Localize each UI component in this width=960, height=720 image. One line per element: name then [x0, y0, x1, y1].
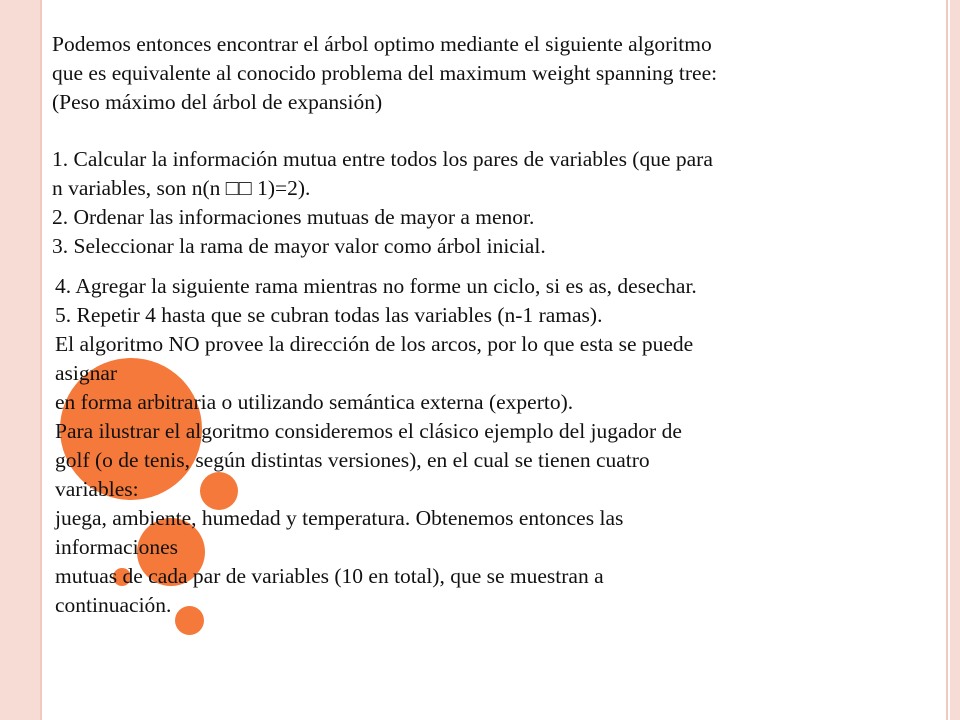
text-line: asignar	[55, 361, 118, 385]
text-line: mutuas de cada par de variables (10 en total), que se muestran a	[55, 564, 604, 588]
text-line: Podemos entonces encontrar el árbol optimo mediante el siguiente algoritmo	[52, 32, 712, 56]
right-border-line	[946, 0, 948, 720]
text-line: informaciones	[55, 535, 178, 559]
text-line: 5. Repetir 4 hasta que se cubran todas las variables (n-1 ramas).	[55, 303, 603, 327]
text-line: 4. Agregar la siguiente rama mientras no forme un ciclo, si es as, desechar.	[55, 274, 697, 298]
left-border-line	[40, 0, 42, 720]
steps-list-first	[52, 145, 713, 261]
steps-list-second	[55, 272, 697, 620]
text-line: 3. Seleccionar la rama de mayor valor como árbol inicial.	[52, 234, 546, 258]
text-line: variables:	[55, 477, 139, 501]
text-line: continuación.	[55, 593, 172, 617]
text-line: juega, ambiente, humedad y temperatura. Obtenemos entonces las	[55, 506, 624, 530]
text-line: n variables, son n(n □□ 1)=2).	[52, 176, 311, 200]
intro-paragraph	[52, 30, 717, 117]
text-line: (Peso máximo del árbol de expansión)	[52, 90, 383, 114]
text-line: El algoritmo NO provee la dirección de los arcos, por lo que esta se puede	[55, 332, 694, 356]
right-border-band	[950, 0, 960, 720]
text-line: 1. Calcular la información mutua entre todos los pares de variables (que para	[52, 147, 713, 171]
text-line: en forma arbitraria o utilizando semántica externa (experto).	[55, 390, 574, 414]
text-line: 2. Ordenar las informaciones mutuas de mayor a menor.	[52, 205, 535, 229]
text-line: Para ilustrar el algoritmo consideremos el clásico ejemplo del jugador de	[55, 419, 682, 443]
text-line: que es equivalente al conocido problema del maximum weight spanning tree:	[52, 61, 718, 85]
left-border-band	[0, 0, 40, 720]
text-line: golf (o de tenis, según distintas versiones), en el cual se tienen cuatro	[55, 448, 650, 472]
